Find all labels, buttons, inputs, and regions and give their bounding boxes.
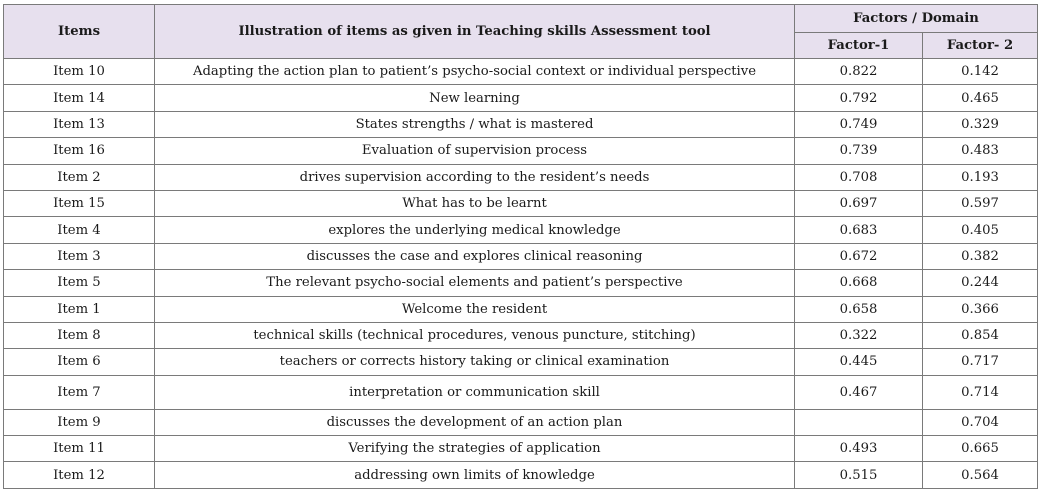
table-row [4,164,1038,190]
item-cell: Item 1 [4,296,155,322]
factor1-cell: 0.467 [795,375,923,409]
table-row [4,85,1038,111]
illustration-cell: drives supervision according to the resident’s needs [155,164,795,190]
factor2-cell: 0.366 [923,296,1038,322]
illustration-cell: Evaluation of supervision process [155,138,795,164]
illustration-cell: explores the underlying medical knowledge [155,217,795,243]
table-row [4,138,1038,164]
factor1-cell: 0.658 [795,296,923,322]
factor1-cell: 0.445 [795,349,923,375]
table-row [4,322,1038,348]
illustration-cell: addressing own limits of knowledge [155,462,795,488]
item-cell: Item 9 [4,409,155,435]
item-cell: Item 13 [4,111,155,137]
illustration-cell: interpretation or communication skill [155,375,795,409]
item-cell: Item 4 [4,217,155,243]
table-row [4,436,1038,462]
factor1-cell: 0.749 [795,111,923,137]
factor2-cell: 0.465 [923,85,1038,111]
factor1-cell: 0.668 [795,270,923,296]
factor2-cell: 0.405 [923,217,1038,243]
item-cell: Item 7 [4,375,155,409]
factor2-cell: 0.704 [923,409,1038,435]
factor2-cell: 0.382 [923,243,1038,269]
factor1-cell: 0.515 [795,462,923,488]
table-row [4,190,1038,216]
factor1-cell: 0.708 [795,164,923,190]
item-cell: Item 8 [4,322,155,348]
header-items: Items [4,5,155,59]
item-cell: Item 3 [4,243,155,269]
table-row [4,111,1038,137]
factor2-cell: 0.714 [923,375,1038,409]
item-cell: Item 10 [4,59,155,85]
factor2-cell: 0.564 [923,462,1038,488]
illustration-cell: New learning [155,85,795,111]
item-cell: Item 5 [4,270,155,296]
header-illustration: Illustration of items as given in Teaching skills Assessment tool [155,5,795,59]
factor1-cell: 0.739 [795,138,923,164]
factor-loadings-table [3,4,1038,489]
table-row [4,243,1038,269]
header-factor-1: Factor-1 [795,33,923,59]
table-row [4,349,1038,375]
illustration-cell: discusses the case and explores clinical reasoning [155,243,795,269]
factor1-cell: 0.822 [795,59,923,85]
table-row [4,462,1038,488]
table-body [4,59,1038,489]
illustration-cell: discusses the development of an action plan [155,409,795,435]
factor2-cell: 0.597 [923,190,1038,216]
item-cell: Item 14 [4,85,155,111]
factor1-cell: 0.493 [795,436,923,462]
factor1-cell: 0.683 [795,217,923,243]
factor1-cell [795,409,923,435]
illustration-cell: Welcome the resident [155,296,795,322]
table-row [4,270,1038,296]
illustration-cell: The relevant psycho-social elements and patient’s perspective [155,270,795,296]
item-cell: Item 11 [4,436,155,462]
illustration-cell: Verifying the strategies of application [155,436,795,462]
table-row [4,59,1038,85]
table-container [3,4,1037,489]
illustration-cell: Adapting the action plan to patient’s psycho-social context or individual perspective [155,59,795,85]
item-cell: Item 6 [4,349,155,375]
illustration-cell: teachers or corrects history taking or clinical examination [155,349,795,375]
illustration-cell: technical skills (technical procedures, venous puncture, stitching) [155,322,795,348]
header-factor-2: Factor- 2 [923,33,1038,59]
factor1-cell: 0.697 [795,190,923,216]
item-cell: Item 2 [4,164,155,190]
table-row [4,296,1038,322]
factor2-cell: 0.665 [923,436,1038,462]
item-cell: Item 16 [4,138,155,164]
factor1-cell: 0.792 [795,85,923,111]
illustration-cell: States strengths / what is mastered [155,111,795,137]
factor2-cell: 0.483 [923,138,1038,164]
table-row [4,217,1038,243]
factor1-cell: 0.672 [795,243,923,269]
table-row [4,409,1038,435]
illustration-cell: What has to be learnt [155,190,795,216]
factor2-cell: 0.329 [923,111,1038,137]
header-factors-domain: Factors / Domain [795,5,1038,33]
factor2-cell: 0.717 [923,349,1038,375]
factor1-cell: 0.322 [795,322,923,348]
table-row [4,375,1038,409]
factor2-cell: 0.854 [923,322,1038,348]
item-cell: Item 12 [4,462,155,488]
factor2-cell: 0.244 [923,270,1038,296]
factor2-cell: 0.142 [923,59,1038,85]
item-cell: Item 15 [4,190,155,216]
factor2-cell: 0.193 [923,164,1038,190]
